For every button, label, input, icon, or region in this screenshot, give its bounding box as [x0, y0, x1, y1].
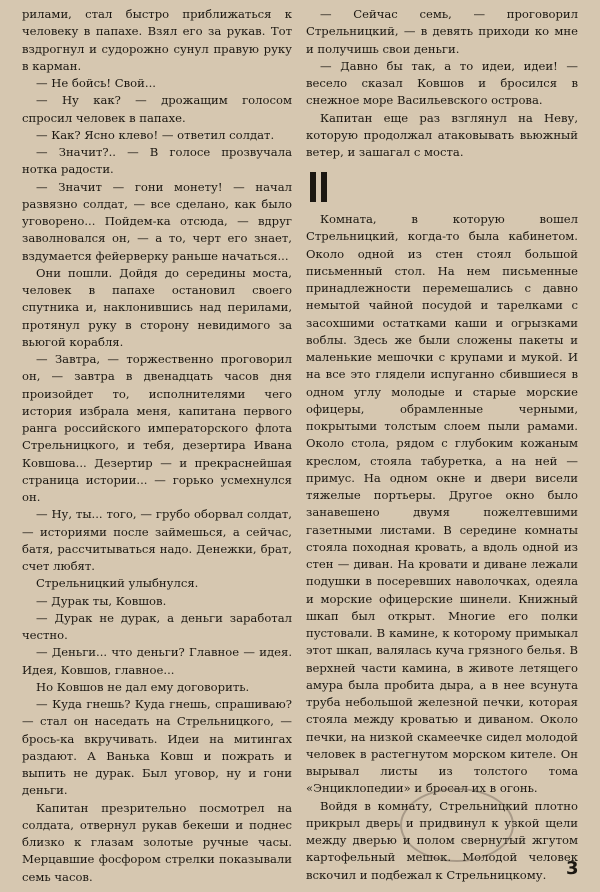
right-column-bottom	[306, 211, 578, 884]
paragraph: — Ну как? — дрожащим голосом спросил человек в папахе.	[22, 93, 292, 125]
paragraph: — Дурак ты, Ковшов.	[36, 593, 167, 608]
paragraph: Но Ковшов не дал ему договорить.	[36, 679, 250, 694]
right-column-top	[306, 6, 578, 161]
paragraph: Капитан еще раз взглянул на Неву, которую продолжал атаковывать вьюжный ветер, и зашагал с моста.	[306, 110, 578, 159]
paragraph: Стрельницкий улыбнулся.	[36, 576, 199, 591]
paragraph: — Завтра, — торжественно проговорил он, — завтра в двенадцать часов дня произойдет то, исполнителями чего история избрала меня, капитана первого ранга российского императорского флота Стрельницкого, и тебя, дезертира Ивана Ковшова... Дезертир — и прекраснейшая страница истории... — горько усмехнулся он.	[22, 352, 292, 504]
paragraph: Войдя в комнату, Стрельницкий плотно прикрыл дверь и придвинул к узкой щели между дверью и полом свернутый жгутом картофельный мешок. Молодой человек вскочил и подбежал к Стрельницкому.	[306, 798, 578, 882]
paragraph: — Как? Ясно клево! — ответил солдат.	[36, 127, 275, 142]
paragraph: — Куда гнешь? Куда гнешь, спрашиваю? — стал он наседать на Стрельницкого, — брось-ка вкручивать. Идеи на митингах раздают. А Ванька Ковш и пожрать и выпить не дурак. Был уговор, ну и гони деньги.	[22, 697, 292, 798]
paragraph: Комната, в которую вошел Стрельницкий, когда-то была кабинетом. Около одной из стен стоял большой письменный стол. На нем письменные принадлежности перемешались с давно немытой чайной посудой и тарелками с засохшими остатками каши и огрызками воблы. Здесь же были сложены пакеты и маленькие мешочки с крупами и мукой. И на все это глядели испуганно сбившиеся в одном углу молодые и старые морские офицеры, обрамленные черными, покрытыми толстым слоем пыли рамами. Около стола, рядом с глубоким кожаным креслом, стояла табуретка, а на ней — примус. На одном окне и двери висели тяжелые портьеры. Другое окно было занавешено двумя пожелтевшими газетными листами. В середине комнаты стояла походная кровать, а вдоль одной из стен — диван. На кровати и диване лежали подушки в посеревших наволочках, одеяла и морские офицерские шинели. Книжный шкап был открыт. Многие его полки пустовали. В камине, к которому примыкал этот шкап, валялась куча грязного белья. В верхней части камина, в животе летящего амура была пробита дыра, а в нее всунута труба небольшой железной печки, которая стояла между кроватью и диваном. Около печки, на низкой скамеечке сидел молодой человек в растегнутом морском кителе. Он вырывал листы из толстого тома «Энциклопедии» и бросал их в огонь.	[306, 212, 578, 796]
paragraph: — Давно бы так, а то идеи, идеи! — весело сказал Ковшов и бросился в снежное море Васильевского острова.	[306, 58, 578, 108]
chapter-marker	[310, 172, 327, 202]
chapter-bar	[321, 172, 327, 202]
chapter-bar	[310, 172, 316, 202]
left-column	[22, 6, 292, 886]
library-stamp	[400, 788, 514, 862]
paragraph: Капитан презрительно посмотрел на солдата, отвернул рукав бекеши и поднес близко к глазам золотые ручные часы. Мерцавшие фосфором стрелки показывали семь часов.	[22, 800, 292, 884]
paragraph: — Дурак не дурак, а деньги заработал честно.	[22, 610, 292, 642]
paragraph: — Не бойсь! Свой...	[36, 76, 156, 90]
paragraph: — Значит?.. — В голосе прозвучала нотка радости.	[22, 145, 292, 177]
paragraph: Они пошли. Дойдя до середины моста, человек в папахе остановил своего спутника и, наклонившись над перилами, протянул руку в сторону невидимого за вьюгой корабля.	[22, 265, 292, 349]
page-number: 3	[566, 858, 579, 879]
paragraph: — Ну, ты... того, — грубо оборвал солдат, — историями после займешься, а сейчас, батя, рассчитываться надо. Денежки, брат, счет любят.	[22, 507, 292, 573]
paragraph: — Сейчас семь, — проговорил Стрельницкий, — в девять приходи ко мне и получишь свои деньги.	[306, 7, 578, 56]
paragraph: рилами, стал быстро приближаться к человеку в папахе. Взял его за рукав. Тот вздрогнул и судорожно сунул правую руку в карман.	[22, 7, 292, 73]
paragraph: — Значит — гони монету! — начал развязно солдат, — все сделано, как было уговорено... Пойдем-ка отсюда, — вдруг заволновался он, — а то, черт его знает, вздумается фейерверку раньше начаться...	[22, 179, 292, 263]
paragraph: — Деньги... что деньги? Главное — идея. Идея, Ковшов, главное...	[22, 645, 292, 677]
